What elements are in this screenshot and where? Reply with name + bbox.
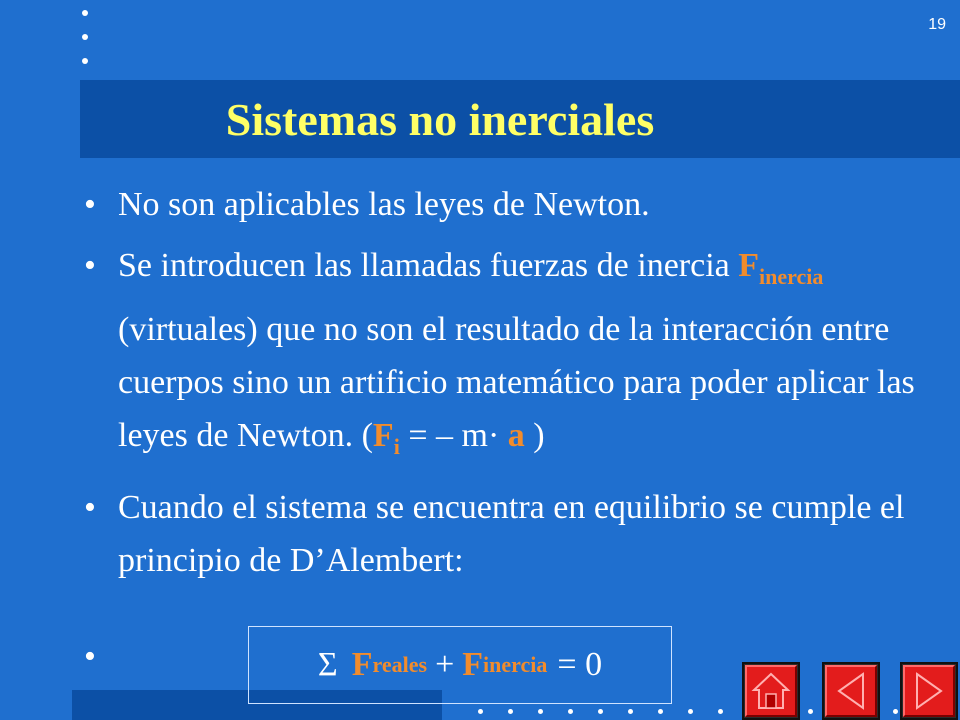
dalembert-formula: [248, 626, 672, 704]
force-symbol: F: [351, 646, 373, 683]
next-button[interactable]: [900, 662, 958, 720]
plus-sign: +: [435, 646, 455, 683]
bullet-text: Se introducen las llamadas fuerzas de inercia: [118, 247, 730, 284]
force-symbol: $F_i$: [372, 417, 400, 459]
bullet-mark: •: [84, 638, 96, 675]
bullet-mark: •: [84, 247, 96, 284]
bullet-mark: •: [84, 186, 96, 223]
bullet-mark: •: [84, 489, 96, 526]
force-subscript: inercia: [483, 652, 548, 677]
bullet-list: [80, 178, 950, 595]
force-symbol: F: [462, 646, 484, 683]
sigma-symbol: Σ: [317, 646, 338, 683]
force-subscript: reales: [372, 652, 428, 677]
bullet-item: [80, 178, 950, 231]
home-button[interactable]: [742, 662, 800, 720]
home-icon: [750, 670, 792, 712]
bullet-text: (virtuales) que no son el resultado de la interacción entre cuerpos sino un artificio matemático para poder aplicar las leyes de Newton. (: [118, 311, 915, 454]
triangle-right-icon: [908, 670, 950, 712]
bullet-text: Cuando el sistema se encuentra en equilibrio se cumple el principio de D’Alembert:: [118, 489, 905, 579]
equation-text: = – m·: [408, 417, 500, 454]
decorative-dots-vertical: [82, 10, 92, 82]
equals-zero: = 0: [557, 646, 603, 683]
slide-title: Sistemas no inerciales: [225, 93, 655, 145]
triangle-left-icon: [830, 670, 872, 712]
acceleration-symbol: a: [507, 417, 525, 454]
equation-text: ): [533, 417, 545, 454]
page-number: 19: [928, 16, 946, 33]
force-symbol: $F_{inercia}$: [738, 247, 824, 289]
bullet-item: [80, 481, 950, 587]
bullet-item: [80, 239, 950, 473]
previous-button[interactable]: [822, 662, 880, 720]
bullet-text: No son aplicables las leyes de Newton.: [118, 186, 650, 223]
